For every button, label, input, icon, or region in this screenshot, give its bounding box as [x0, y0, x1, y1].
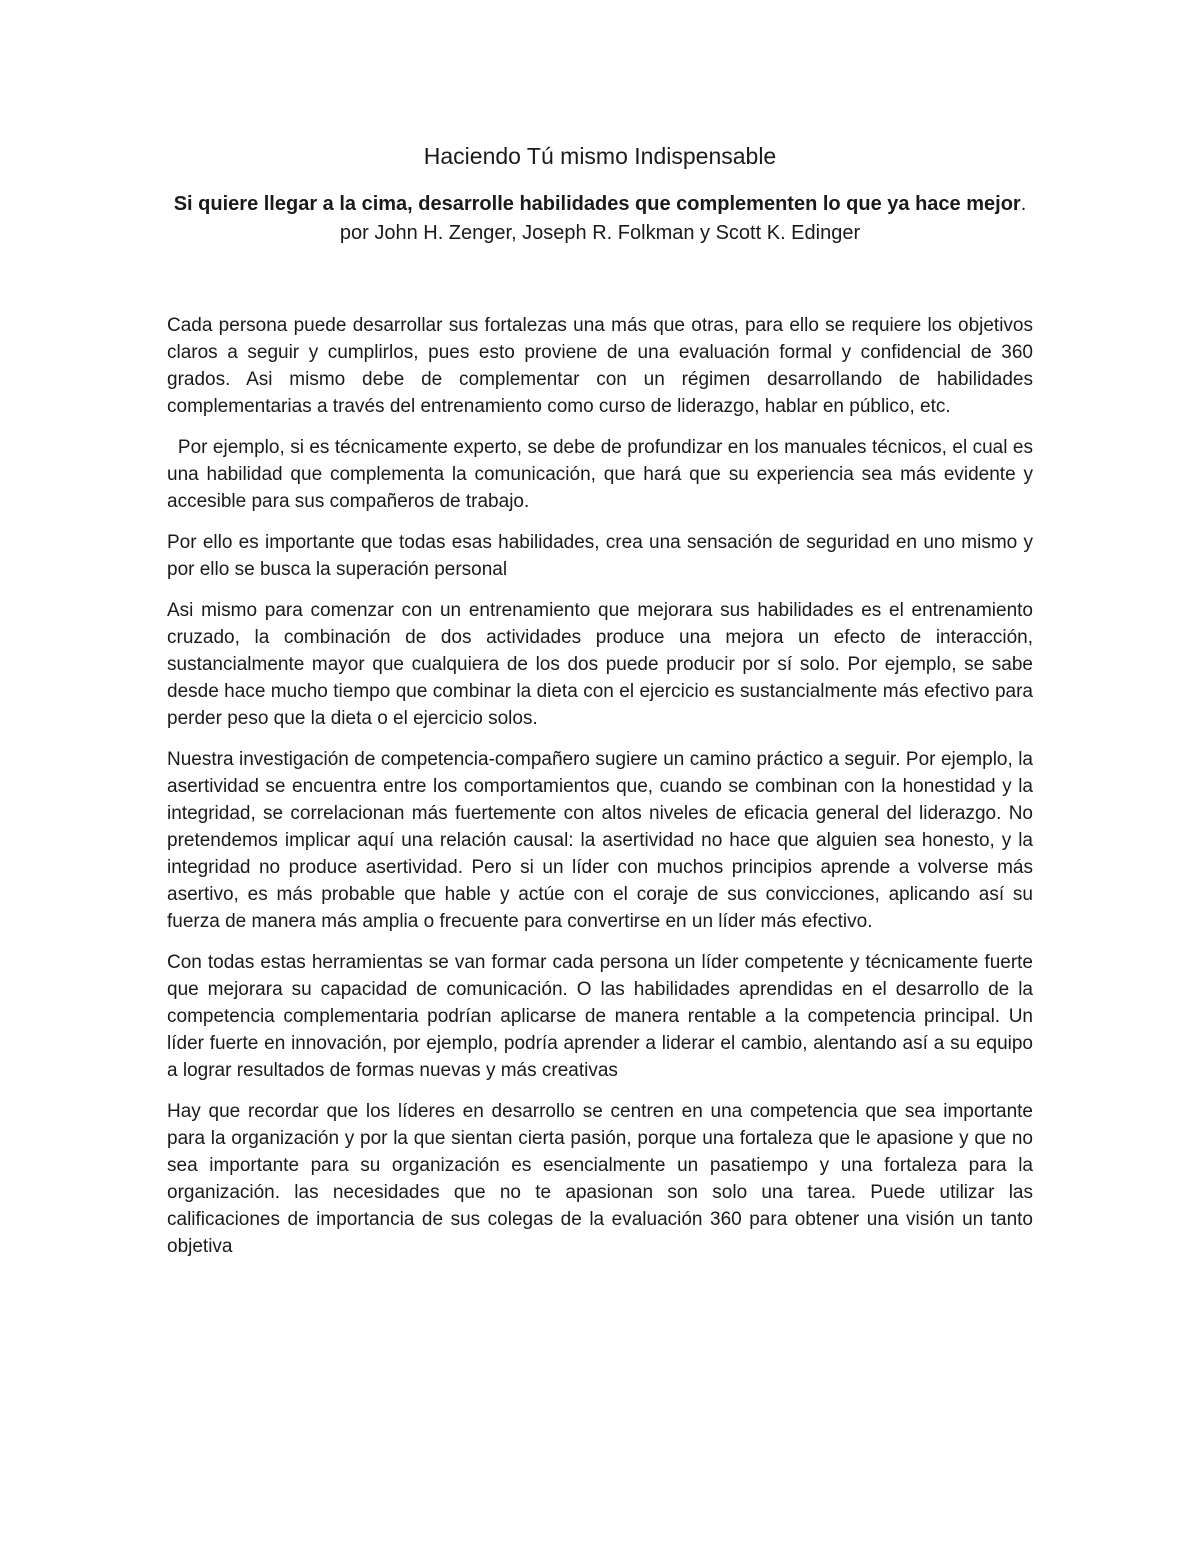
paragraph-4: Asi mismo para comenzar con un entrenamiento que mejorara sus habilidades es el entrenamiento cruzado, la combinación de dos actividades produce una mejora un efecto de interacción, sustancialmente mayor que cualquiera de los dos puede producir por sí solo. Por ejemplo, se sabe desde hace mucho tiempo que combinar la dieta con el ejercicio es sustancialmente más efectivo para perder peso que la dieta o el ejercicio solos. [167, 600, 1033, 729]
paragraph-2: Por ejemplo, si es técnicamente experto, se debe de profundizar en los manuales técnicos, el cual es una habilidad que complementa la comunicación, que hará que su experiencia sea más evidente y accesible para sus compañeros de trabajo. [167, 437, 1033, 512]
paragraph-6: Con todas estas herramientas se van formar cada persona un líder competente y técnicamente fuerte que mejorara su capacidad de comunicación. O las habilidades aprendidas en el desarrollo de la competencia complementaria podrían aplicarse de manera rentable a la competencia principal. Un líder fuerte en innovación, por ejemplo, podría aprender a liderar el cambio, alentando así a su equipo a lograr resultados de formas nuevas y más creativas [167, 952, 1033, 1081]
document-body [167, 140, 1033, 1274]
paragraph-5: Nuestra investigación de competencia-compañero sugiere un camino práctico a seguir. Por ejemplo, la asertividad se encuentra entre los comportamientos que, cuando se combinan con la honestidad y la integridad, se correlacionan más fuertemente con altos niveles de eficacia general del liderazgo. No pretendemos implicar aquí una relación causal: la asertividad no hace que alguien sea honesto, y la integridad no produce asertividad. Pero si un líder con muchos principios aprende a volverse más asertivo, es más probable que hable y actúe con el coraje de sus convicciones, aplicando así su fuerza de manera más amplia o frecuente para convertirse en un líder más efectivo. [167, 749, 1033, 932]
document-subtitle [167, 190, 1033, 248]
subtitle-authors: . por John H. Zenger, Joseph R. Folkman y Scott K. Edinger [339, 193, 1027, 244]
document-title: Haciendo Tú mismo Indispensable [423, 143, 777, 169]
paragraph-1: Cada persona puede desarrollar sus fortalezas una más que otras, para ello se requiere los objetivos claros a seguir y cumplirlos, pues esto proviene de una evaluación formal y confidencial de 360 grados. Asi mismo debe de complementar con un régimen desarrollando de habilidades complementarias a través del entrenamiento como curso de liderazgo, hablar en público, etc. [167, 315, 1033, 417]
paragraph-3: Por ello es importante que todas esas habilidades, crea una sensación de seguridad en uno mismo y por ello se busca la superación personal [167, 532, 1033, 580]
paragraph-7: Hay que recordar que los líderes en desarrollo se centren en una competencia que sea importante para la organización y por la que sientan cierta pasión, porque una fortaleza que le apasione y que no sea importante para su organización es esencialmente un pasatiempo y una fortaleza para la organización. las necesidades que no te apasionan son solo una tarea. Puede utilizar las calificaciones de importancia de sus colegas de la evaluación 360 para obtener una visión un tanto objetiva [167, 1101, 1033, 1257]
subtitle-bold-text: Si quiere llegar a la cima, desarrolle habilidades que complementen lo que ya hace mejor [173, 193, 1021, 215]
